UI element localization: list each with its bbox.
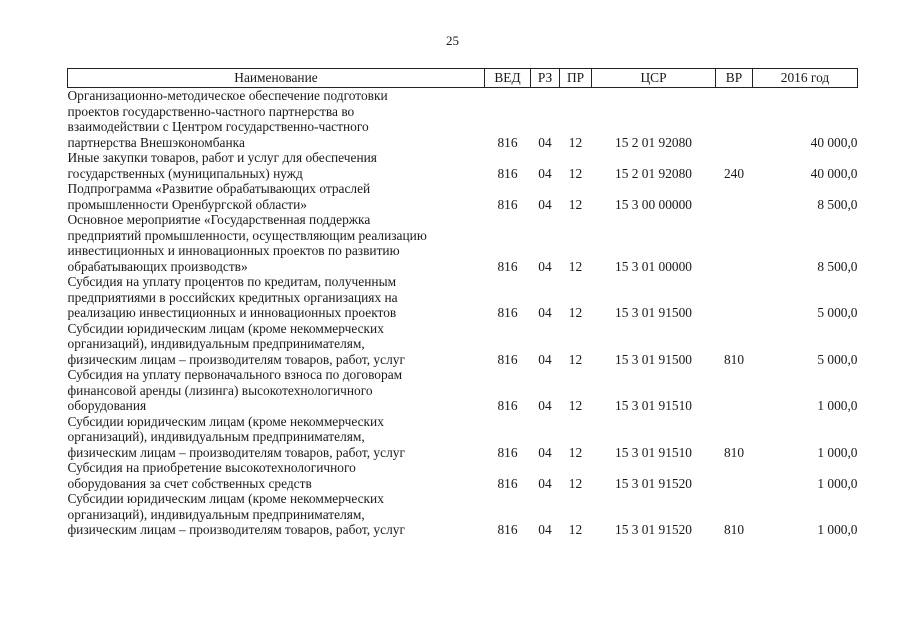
table-row <box>68 181 858 212</box>
row-name-line: Субсидия на уплату первоначального взноса по договорам <box>67 367 403 382</box>
row-name <box>68 88 485 151</box>
table-row <box>68 460 858 491</box>
row-ved: 816 <box>497 134 518 150</box>
row-rz: 04 <box>538 444 552 460</box>
row-ved: 816 <box>497 444 518 460</box>
row-name-line: инвестиционных и инновационных проектов по развитию <box>67 243 400 258</box>
row-rz: 04 <box>538 351 552 367</box>
header-rz: РЗ <box>531 69 560 88</box>
table-row <box>68 150 858 181</box>
row-pr: 12 <box>568 351 583 367</box>
row-name <box>68 150 485 181</box>
row-vr <box>716 367 753 414</box>
row-pr: 12 <box>568 398 583 413</box>
row-amount: 1 000,0 <box>817 522 858 537</box>
row-name-line: организаций), индивидуальным предпринимателям, <box>67 336 365 351</box>
row-csr: 15 3 01 91520 <box>615 522 692 537</box>
row-name <box>68 367 485 414</box>
table-row <box>68 491 858 538</box>
row-name-line: проектов государственно-частного партнерства во <box>67 103 355 119</box>
row-name <box>68 460 485 491</box>
row-name <box>68 274 485 321</box>
row-amount: 40 000,0 <box>810 165 858 181</box>
row-name-line: Субсидии юридическим лицам (кроме некоммерческих <box>67 413 384 429</box>
row-name-line: Организационно-методическое обеспечение подготовки <box>67 88 388 103</box>
row-vr: 810 <box>723 351 745 367</box>
header-row <box>68 69 858 88</box>
row-name-line: физическим лицам – производителям товаров, работ, услуг <box>67 351 405 367</box>
table-row <box>68 274 858 321</box>
row-rz: 04 <box>538 305 552 320</box>
row-ved: 816 <box>497 522 518 537</box>
row-amount: 40 000,0 <box>810 134 858 150</box>
table-body <box>68 88 858 538</box>
row-rz: 04 <box>538 134 552 150</box>
row-vr <box>716 212 753 274</box>
row-name-line: обрабатывающих производств» <box>67 258 248 274</box>
row-csr: 15 2 01 92080 <box>615 134 692 150</box>
row-ved: 816 <box>497 305 518 320</box>
row-pr: 12 <box>568 522 583 537</box>
budget-table <box>67 68 858 538</box>
row-name-line: оборудования <box>67 398 147 413</box>
row-name-line: Субсидия на уплату процентов по кредитам, полученным <box>67 274 397 289</box>
row-ved: 816 <box>497 475 518 491</box>
table-row <box>68 414 858 461</box>
row-csr: 15 3 01 91510 <box>615 444 692 460</box>
row-ved: 816 <box>497 165 518 181</box>
row-pr: 12 <box>568 165 583 181</box>
row-pr: 12 <box>568 305 583 320</box>
row-rz: 04 <box>538 398 552 413</box>
row-pr: 12 <box>568 196 583 212</box>
row-rz: 04 <box>538 165 552 181</box>
row-name <box>68 212 485 274</box>
row-ved: 816 <box>497 351 518 367</box>
row-csr: 15 3 01 91500 <box>615 305 692 320</box>
page-number: 25 <box>446 33 459 48</box>
table-row <box>68 88 858 151</box>
row-rz: 04 <box>538 475 552 491</box>
row-name <box>68 414 485 461</box>
row-name <box>68 181 485 212</box>
row-name-line: предприятий промышленности, осуществляющим реализацию <box>67 227 427 243</box>
row-name-line: организаций), индивидуальным предпринимателям, <box>67 506 365 522</box>
row-amount: 5 000,0 <box>817 305 858 320</box>
row-ved: 816 <box>497 258 518 274</box>
row-ved: 816 <box>497 398 518 413</box>
header-vr: ВР <box>716 69 753 88</box>
row-name <box>68 321 485 368</box>
header-csr: ЦСР <box>592 69 716 88</box>
row-name-line: финансовой аренды (лизинга) высокотехнологичного <box>67 382 373 398</box>
row-ved: 816 <box>497 196 518 212</box>
row-csr: 15 3 01 91520 <box>615 475 692 491</box>
table-row <box>68 212 858 274</box>
row-rz: 04 <box>538 522 552 537</box>
row-name-line: государственных (муниципальных) нужд <box>67 165 303 181</box>
row-csr: 15 3 01 91500 <box>615 351 692 367</box>
row-name-line: физическим лицам – производителям товаров, работ, услуг <box>67 522 405 537</box>
row-vr: 810 <box>723 522 745 537</box>
row-amount: 1 000,0 <box>817 398 858 413</box>
table-row <box>68 367 858 414</box>
row-pr: 12 <box>568 134 583 150</box>
row-name-line: Основное мероприятие «Государственная поддержка <box>67 212 371 227</box>
row-name-line: Субсидии юридическим лицам (кроме некоммерческих <box>67 320 384 336</box>
row-name-line: реализацию инвестиционных и инновационных проектов <box>67 305 397 320</box>
header-name: Наименование <box>68 69 485 88</box>
row-vr <box>716 274 753 321</box>
row-vr <box>716 460 753 491</box>
row-pr: 12 <box>568 258 583 274</box>
row-name-line: Субсидия на приобретение высокотехнологичного <box>67 460 356 475</box>
row-name-line: организаций), индивидуальным предпринимателям, <box>67 429 365 444</box>
row-rz: 04 <box>538 258 552 274</box>
header-amount: 2016 год <box>753 69 858 88</box>
row-csr: 15 2 01 92080 <box>615 165 692 181</box>
row-amount: 1 000,0 <box>817 444 858 460</box>
row-name-line: предприятиями в российских кредитных организациях на <box>67 289 398 305</box>
row-name-line: взаимодействии с Центром государственно-частного <box>67 119 369 134</box>
row-name-line: Иные закупки товаров, работ и услуг для обеспечения <box>67 150 377 165</box>
row-vr <box>716 88 753 151</box>
table-header <box>68 69 858 88</box>
row-vr: 240 <box>723 165 745 181</box>
header-pr: ПР <box>560 69 592 88</box>
table-row <box>68 321 858 368</box>
row-pr: 12 <box>568 475 583 491</box>
row-amount: 8 500,0 <box>817 196 858 212</box>
row-csr: 15 3 00 00000 <box>615 196 692 212</box>
row-rz: 04 <box>538 196 552 212</box>
row-vr <box>716 181 753 212</box>
row-pr: 12 <box>568 444 583 460</box>
row-name-line: Субсидии юридическим лицам (кроме некоммерческих <box>67 491 384 506</box>
row-amount: 5 000,0 <box>817 351 858 367</box>
row-name <box>68 491 485 538</box>
row-name-line: оборудования за счет собственных средств <box>67 475 312 491</box>
row-name-line: промышленности Оренбургской области» <box>67 196 307 212</box>
row-name-line: Подпрограмма «Развитие обрабатывающих отраслей <box>67 181 371 196</box>
row-vr: 810 <box>723 444 745 460</box>
row-name-line: физическим лицам – производителям товаров, работ, услуг <box>67 444 405 460</box>
row-csr: 15 3 01 91510 <box>615 398 692 413</box>
row-amount: 1 000,0 <box>817 475 858 491</box>
row-amount: 8 500,0 <box>817 258 858 274</box>
header-ved: ВЕД <box>485 69 531 88</box>
row-name-line: партнерства Внешэкономбанка <box>67 134 245 150</box>
row-csr: 15 3 01 00000 <box>615 258 692 274</box>
